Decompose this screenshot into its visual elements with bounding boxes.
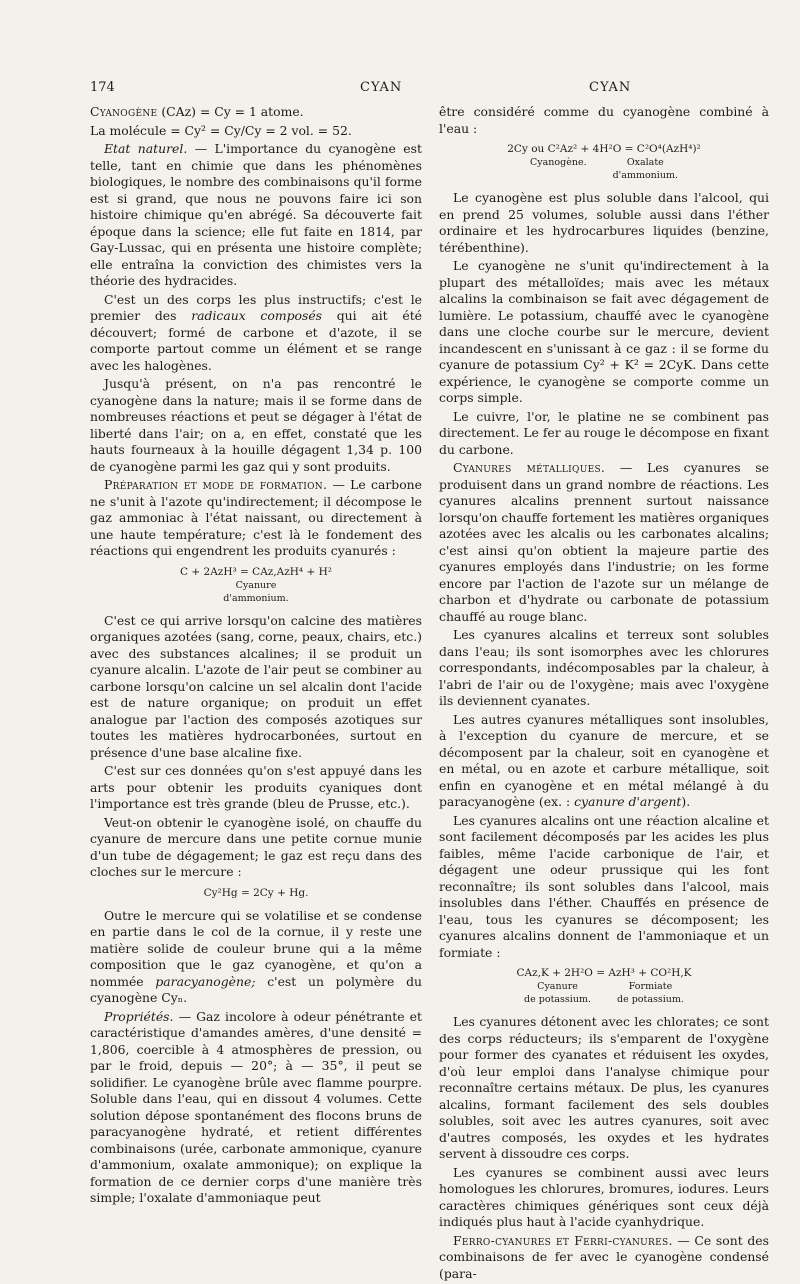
formula-labels: [439, 156, 769, 182]
paragraph: [439, 460, 769, 625]
paragraph-text: — Les cyanures se produisent dans un grand nombre de réactions. Les cyanures alcalins prennent surtout naissance lorsqu'on chauffe fortement les matières organiques azotées avec les alcalis ou les carbonates alcalins; c'est ainsi qu'on obtient la majeure partie des cyanures employés dans l'industrie; on les forme encore par l'action de l'azote sur un mélange de charbon et d'hydrate ou carbonate de potassium chauffé au rouge blanc.: [439, 460, 769, 624]
paragraph-text: qui ait été découvert; formé de carbone et d'azote, il se comporte partout comme un élément et se range avec les halogènes.: [90, 308, 423, 373]
formula-label: Oxalate: [626, 157, 664, 168]
formula-label-group: [613, 156, 678, 182]
paragraph-text: Les autres cyanures métalliques sont insolubles, à l'exception du cyanure de mercure, et se décomposent par la chaleur, soit en cyanogène et en métal, ou en azote et carbure métallique, soit enfin en cyanogène et en métal mélangé à du paracyanogène (ex. :: [439, 711, 769, 809]
header-title-right: CYAN: [589, 80, 632, 95]
section-heading: Etat naturel.: [104, 141, 188, 156]
formula-text: 2Cy ou C²Az² + 4H²O = C²O⁴(AzH⁴)²: [507, 143, 701, 155]
formula: [90, 887, 422, 900]
paragraph: [90, 141, 422, 290]
formula-label: de potassium.: [524, 994, 591, 1005]
formula: [439, 967, 769, 1006]
paragraph-text: c'est un polymère du cyanogène Cyₙ.: [90, 973, 422, 1005]
paragraph: [439, 1233, 769, 1283]
header-title-left: CYAN: [360, 80, 403, 95]
paragraph: [90, 104, 422, 121]
formula-label: Formiate: [628, 981, 673, 992]
paragraph-text: — L'importance du cyanogène est telle, tant en chimie que dans les phénomènes biologiques, le nombre des combinaisons qu'il forme est si grand, que nous ne pouvons faire ici son histoire chimique qu'en abrégé. Sa découverte fait époque dans la science; elle fut faite en 1814, par Gay-Lussac, qui en présenta une histoire complète; elle entraîna la conviction des chimistes vers la théorie des hydracides.: [90, 141, 422, 288]
emphasis: cyanure d'argent: [574, 794, 682, 809]
section-heading: Propriétés.: [104, 1008, 174, 1024]
paragraph: Jusqu'à présent, on n'a pas rencontré le cyanogène dans la nature; mais il se forme dans de nombreuses réactions et peut se dégager à l'état de liberté dans l'air; on a, en effet, constaté que les hauts fourneaux à la houille dégagent 1,34 p. 100 de cyanogène parmi les gaz qui y sont produits.: [90, 376, 422, 474]
paragraph: [90, 477, 422, 560]
paragraph: être considéré comme du cyanogène combiné à l'eau :: [439, 104, 769, 136]
left-column: [90, 104, 422, 1209]
formula: [439, 143, 769, 182]
formula-text: CAz,K + 2H²O = AzH³ + CO²H,K: [516, 967, 692, 979]
paragraph: [90, 292, 422, 375]
section-heading: Préparation et mode de formation.: [104, 477, 328, 492]
paragraph: Les cyanures détonent avec les chlorates; ce sont des corps réducteurs; ils s'emparent de l'oxygène pour former des cyanates et réduisent les oxydes, d'où leur emploi dans l'analyse chimique pour reconnaître certains métaux. De plus, les cyanures alcalins, formant facilement des sels doubles solubles, soit avec les autres cyanures, soit avec d'autres composés, les oxydes et les hydrates servent à dissoudre ces corps.: [439, 1014, 769, 1161]
emphasis: paracyanogène;: [155, 973, 256, 989]
page-number: 174: [90, 80, 115, 95]
paragraph: [90, 908, 422, 1007]
paragraph-text: — Ce sont des combinaisons de fer avec le cyanogène condensé (para-: [439, 1232, 769, 1281]
formula-label-group: [617, 980, 684, 1006]
paragraph: Les cyanures alcalins ont une réaction alcaline et sont facilement décomposés par les acides les plus faibles, même l'acide carbonique de l'air, et dégagent une odeur prussique qui les font reconnaître; ils sont solubles dans l'alcool, mais insolubles dans l'éther. Chauffés en présence de l'eau, tous les cyanures se décomposent; les cyanures alcalins donnent de l'ammoniaque et un formiate :: [439, 812, 769, 960]
paragraph: Le cuivre, l'or, le platine ne se combinent pas directement. Le fer au rouge le décompose en fixant du carbone.: [439, 408, 769, 457]
formula-label: d'ammonium.: [612, 170, 678, 181]
section-heading: Ferro-cyanures et Ferri-cyanures.: [453, 1232, 673, 1248]
paragraph: La molécule = Cy² = Cy/Cy = 2 vol. = 52.: [90, 122, 352, 138]
formula-text: Cy²Hg = 2Cy + Hg.: [203, 886, 309, 899]
paragraph: C'est ce qui arrive lorsqu'on calcine des matières organiques azotées (sang, corne, peaux, chairs, etc.) avec des substances alcalines; il se produit un cyanure alcalin. L'azote de l'air peut se combiner au carbone lorsqu'on calcine un sel alcalin dont l'acide est de nature organique; on produit un effet analogue par l'action des composés azotiques sur toutes les matières hydrocarbonées, surtout en présence d'une base alcaline fixe.: [90, 612, 422, 760]
paragraph: Les cyanures se combinent aussi avec leurs homologues les chlorures, bromures, iodures. Leurs caractères chimiques génériques sont ceux déjà indiqués plus haut à l'acide cyanhydrique.: [439, 1164, 769, 1229]
formula-label: Cyanure: [235, 579, 277, 591]
paragraph: C'est sur ces données qu'on s'est appuyé dans les arts pour obtenir les produits cyaniques dont l'importance est très grande (bleu de Prusse, etc.).: [90, 763, 422, 811]
formula-label-group: [524, 980, 591, 1006]
formula: [90, 566, 422, 605]
paragraph-text: — Le carbone ne s'unit à l'azote qu'indirectement; il décompose le gaz ammoniac à l'état naissant, ou directement à une haute température; c'est là le fondement des réactions qui engendrent les produits cyanurés :: [90, 477, 422, 558]
paragraph: Veut-on obtenir le cyanogène isolé, on chauffe du cyanure de mercure dans une petite cornue munie d'un tube de dégagement; le gaz est reçu dans des cloches sur le mercure :: [90, 814, 422, 879]
section-heading: Cyanogène: [90, 104, 158, 119]
paragraph-text: (CAz) = Cy = 1 atome.: [157, 104, 304, 119]
paragraph: [90, 1009, 422, 1207]
formula-label: Cyanure: [537, 981, 578, 992]
right-column: [439, 104, 769, 1284]
paragraph: [439, 712, 769, 811]
paragraph: Les cyanures alcalins et terreux sont solubles dans l'eau; ils sont isomorphes avec les chlorures correspondants, indécomposables par la chaleur, à l'abri de l'air ou de l'oxygène; mais avec l'oxygène ils deviennent cyanates.: [439, 627, 769, 708]
formula-label: de potassium.: [617, 994, 684, 1005]
formula-labels: [439, 980, 769, 1006]
paragraph-text: C'est un des corps les plus instructifs; c'est le premier des: [90, 291, 422, 323]
paragraph-text: Outre le mercure qui se volatilise et se condense en partie dans le col de la cornue, il y reste une matière solide de couleur brune qui a la même composition que le gaz cyanogène, et qu'on a nommée: [90, 907, 422, 989]
paragraph-text: — Gaz incolore à odeur pénétrante et caractéristique d'amandes amères, d'une densité = 1,806, coercible à 4 atmosphères de pression, ou par le froid, depuis — 20°; à — 35°, il peut se solidifier. Le cyanogène brûle avec flamme pourpre. Soluble dans l'eau, qui en dissout 4 volumes. Cette solution dépose spontanément des flocons bruns de paracyanogène hydraté, et retient différentes combinaisons (urée, carbonate ammonique, cyanure d'ammonium, oxalate ammonique); on explique la formation de ce dernier corps d'une manière très simple; l'oxalate d'ammoniaque peut: [90, 1008, 422, 1205]
section-heading: Cyanures métalliques.: [453, 460, 606, 475]
paragraph: Le cyanogène est plus soluble dans l'alcool, qui en prend 25 volumes, soluble aussi dans l'éther ordinaire et les hydrocarbures liquides (benzine, térébenthine).: [439, 190, 769, 255]
formula-label: Cyanogène.: [529, 157, 587, 168]
running-header: [0, 80, 800, 100]
paragraph-text: ).: [681, 794, 691, 809]
paragraph: Le cyanogène ne s'unit qu'indirectement à la plupart des métalloïdes; mais avec les métaux alcalins la combinaison se fait avec dégagement de lumière. Le potassium, chauffé avec le cyanogène dans une cloche courbe sur le mercure, devient incandescent en s'unissant à ce gaz : il se forme du cyanure de potassium Cy² + K² = 2CyK. Dans cette expérience, le cyanogène se comporte comme un corps simple.: [439, 258, 769, 405]
formula-label: d'ammonium.: [223, 592, 289, 604]
formula-text: C + 2AzH³ = CAz,AzH⁴ + H²: [180, 565, 332, 578]
emphasis: radicaux composés: [191, 308, 323, 323]
